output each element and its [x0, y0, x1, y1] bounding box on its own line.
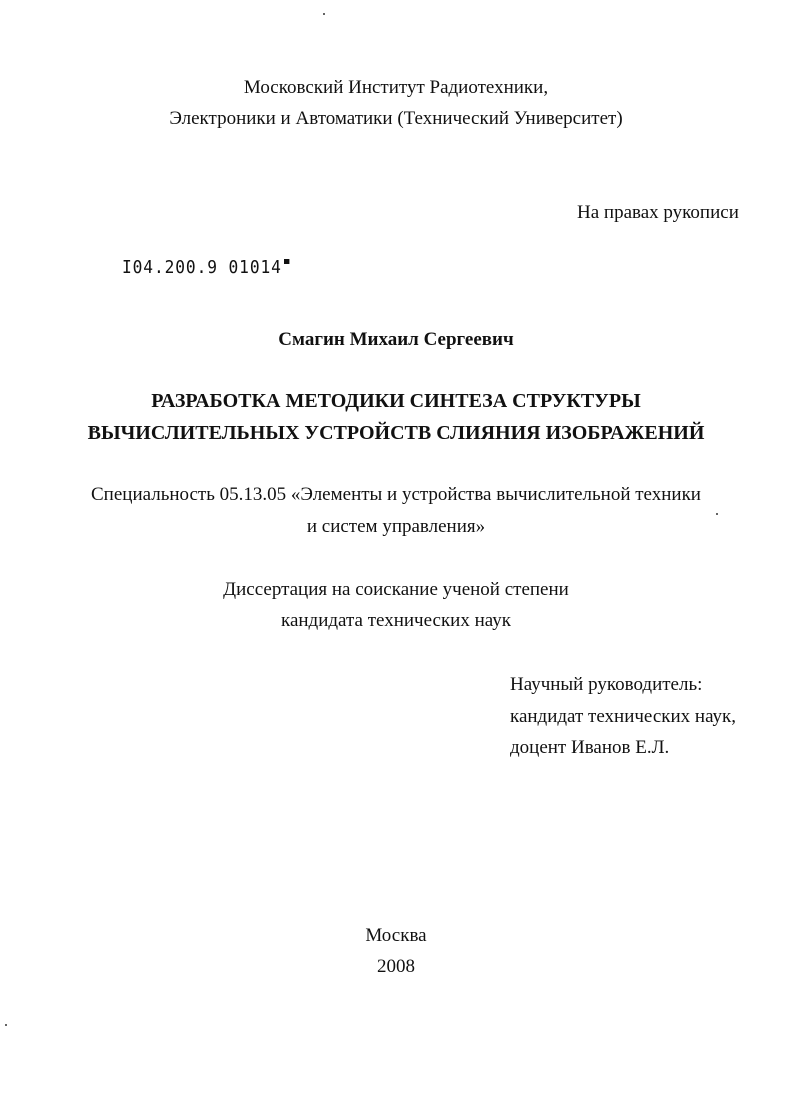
specialty-line-2: и систем управления» [306, 516, 486, 537]
degree-line-1: Диссертация на соискание ученой степени [223, 579, 569, 600]
footer-year: 2008 [377, 956, 415, 977]
archive-stamp [122, 256, 289, 280]
rights-notice: На правах рукописи [577, 202, 739, 223]
supervisor-heading: Научный руководитель: [510, 674, 703, 695]
author-name: Смагин Михаил Сергеевич [278, 329, 514, 350]
institute-line-1: Московский Институт Радиотехники, [243, 77, 549, 98]
institute-line-2: Электроники и Автоматики (Технический Университет) [169, 108, 623, 129]
supervisor-name: доцент Иванов Е.Л. [510, 737, 670, 758]
title-line-1: РАЗРАБОТКА МЕТОДИКИ СИНТЕЗА СТРУКТУРЫ [151, 390, 641, 412]
degree-line-2: кандидата технических наук [281, 610, 511, 631]
scan-speck [5, 1024, 7, 1026]
footer-city: Москва [365, 925, 427, 946]
supervisor-degree: кандидат технических наук, [510, 706, 737, 727]
title-line-2: ВЫЧИСЛИТЕЛЬНЫХ УСТРОЙСТВ СЛИЯНИЯ ИЗОБРАЖЕНИЙ [87, 422, 705, 444]
scan-speck [323, 13, 325, 15]
stamp-mark-icon [284, 259, 289, 264]
archive-stamp-number: I04.200.9 01014 [122, 257, 282, 278]
specialty-line-1: Специальность 05.13.05 «Элементы и устройства вычислительной техники [91, 484, 701, 505]
